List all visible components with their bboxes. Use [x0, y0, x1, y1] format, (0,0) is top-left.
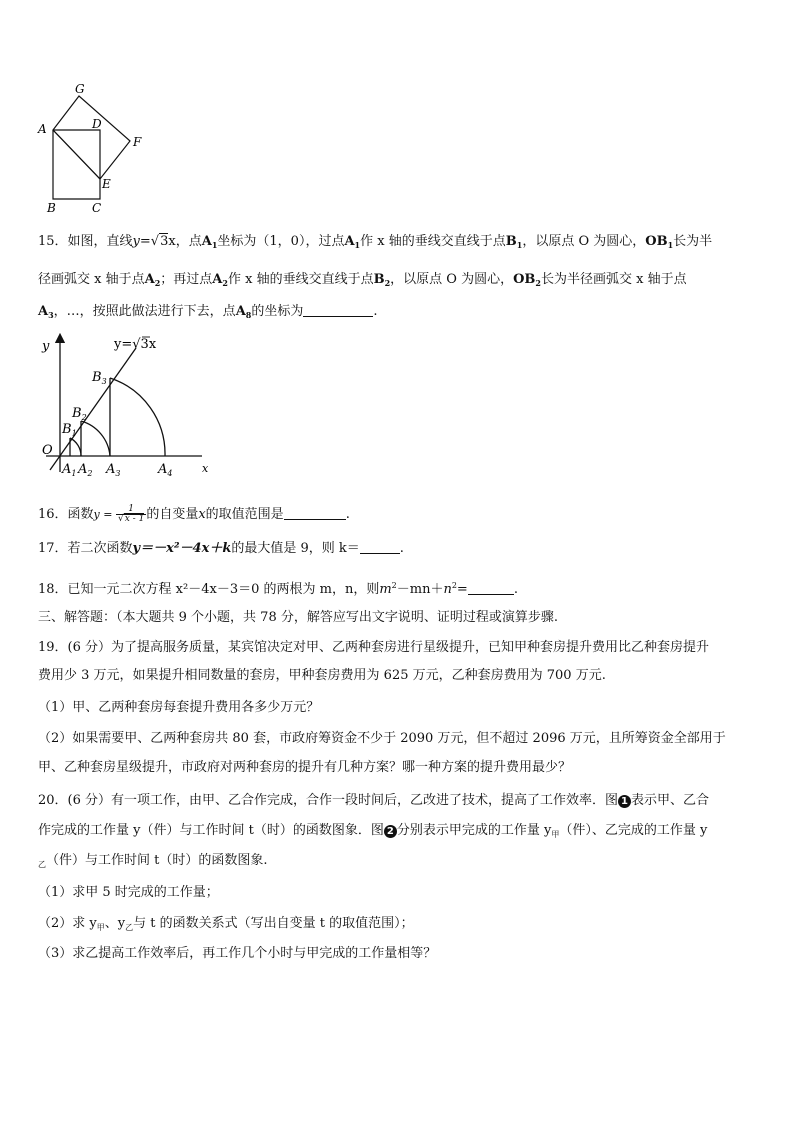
label-a2: $A_2$	[78, 462, 93, 478]
label-e: E	[102, 177, 111, 191]
figure-1-marker: 1	[618, 795, 631, 808]
q19-line2: 费用少 3 万元，如果提升相同数量的套房，甲种套房费用为 625 万元，乙种套房费用为 700 万元.	[38, 668, 606, 683]
diagonal-ae	[53, 130, 100, 179]
label-g: G	[75, 82, 85, 96]
label-y-axis: y	[42, 339, 50, 354]
label-line: y=√3x	[114, 337, 157, 352]
label-a: A	[38, 122, 47, 136]
q18: 18．已知一元二次方程 x²－4x－3＝0 的两根为 m，n，则$m^2-mn+n^2=$ .	[38, 581, 518, 597]
label-c: C	[92, 201, 102, 215]
figure-arcs	[36, 332, 216, 480]
q20-line3: $_乙$（件）与工作时间 t（时）的函数图象.	[38, 853, 268, 869]
label-b1: $B_1$	[62, 422, 77, 438]
q20-q2: （2）求 $y_甲$、$y_乙$与 t 的函数关系式（写出自变量 t 的取值范围）；	[38, 916, 414, 932]
label-x-axis: x	[202, 462, 209, 475]
q17-answer-blank[interactable]	[360, 541, 400, 554]
figure-2-marker: 2	[384, 825, 397, 838]
square-agfe	[53, 96, 130, 179]
figure-squares	[30, 78, 160, 218]
arc-1	[70, 438, 81, 456]
q15-line2: 径画弧交 x 轴于点$A_2$；再过点$A_2$作 x 轴的垂线交直线于点$B_2$，以原点 O 为圆心，$OB_2$长为半径画弧交 x 轴于点	[38, 272, 687, 288]
q18-answer-blank[interactable]	[468, 582, 514, 595]
arc-2	[81, 421, 110, 456]
q19-q1: （1）甲、乙两种套房每套提升费用各多少万元？	[38, 700, 320, 715]
arc-3	[110, 378, 165, 456]
q16-fraction: $\frac{1}{√x - 1}$	[117, 504, 145, 524]
label-a3: $A_3$	[106, 462, 121, 478]
label-d: D	[92, 117, 102, 131]
label-a1: $A_1$	[62, 462, 77, 478]
label-f: F	[133, 135, 142, 149]
q16: 16．函数y = $\frac{1}{√x - 1}$ 的自变量x的取值范围是 .	[38, 504, 350, 524]
q17: 17．若二次函数y＝－x²－4x＋k的最大值是 9，则 k＝ .	[38, 541, 404, 556]
label-b3: $B_3$	[92, 370, 107, 386]
q16-answer-blank[interactable]	[284, 507, 346, 520]
q20-line2: 作完成的工作量 y（件）与工作时间 t（时）的函数图象．图 2 分别表示甲完成的工作量 $y_甲$（件）、乙完成的工作量 y	[38, 823, 708, 839]
q20-q3: （3）求乙提高工作效率后，再工作几个小时与甲完成的工作量相等？	[38, 946, 437, 961]
q19-q2-line2: 甲、乙种套房星级提升，市政府对两种套房的提升有几种方案？哪一种方案的提升费用最少？	[38, 760, 572, 775]
q15-line1: 15．如图，直线y=√3x，点$A_1$坐标为（1，0），过点$A_1$作 x 轴的垂线交直线于点$B_1$，以原点 O 为圆心，$OB_1$长为半	[38, 234, 713, 250]
q20-line1: 20．(6 分）有一项工作，由甲、乙合作完成，合作一段时间后，乙改进了技术，提高了工作效率．图 1 表示甲、乙合	[38, 793, 710, 808]
q19-q2-line1: （2）如果需要甲、乙两种套房共 80 套，市政府筹资金不少于 2090 万元，但不超过 2096 万元，且所筹资金全部用于	[38, 731, 726, 746]
square-abce	[53, 130, 100, 199]
q15-line3: $A_3$，…，按照此做法进行下去，点$A_8$的坐标为 .	[38, 304, 378, 320]
label-a4: $A_4$	[158, 462, 173, 478]
q15-answer-blank[interactable]	[303, 304, 373, 317]
label-b: B	[47, 201, 56, 215]
q20-q1: （1）求甲 5 时完成的工作量；	[38, 885, 219, 900]
line-y-sqrt3x	[50, 348, 136, 470]
label-origin: O	[42, 443, 53, 458]
label-b2: $B_2$	[72, 406, 87, 422]
section-3-heading: 三、解答题：（本大题共 9 个小题，共 78 分，解答应写出文字说明、证明过程或演算步骤.	[38, 610, 558, 625]
q19-line1: 19．(6 分）为了提高服务质量，某宾馆决定对甲、乙两种套房进行星级提升，已知甲种套房提升费用比乙种套房提升	[38, 640, 710, 655]
